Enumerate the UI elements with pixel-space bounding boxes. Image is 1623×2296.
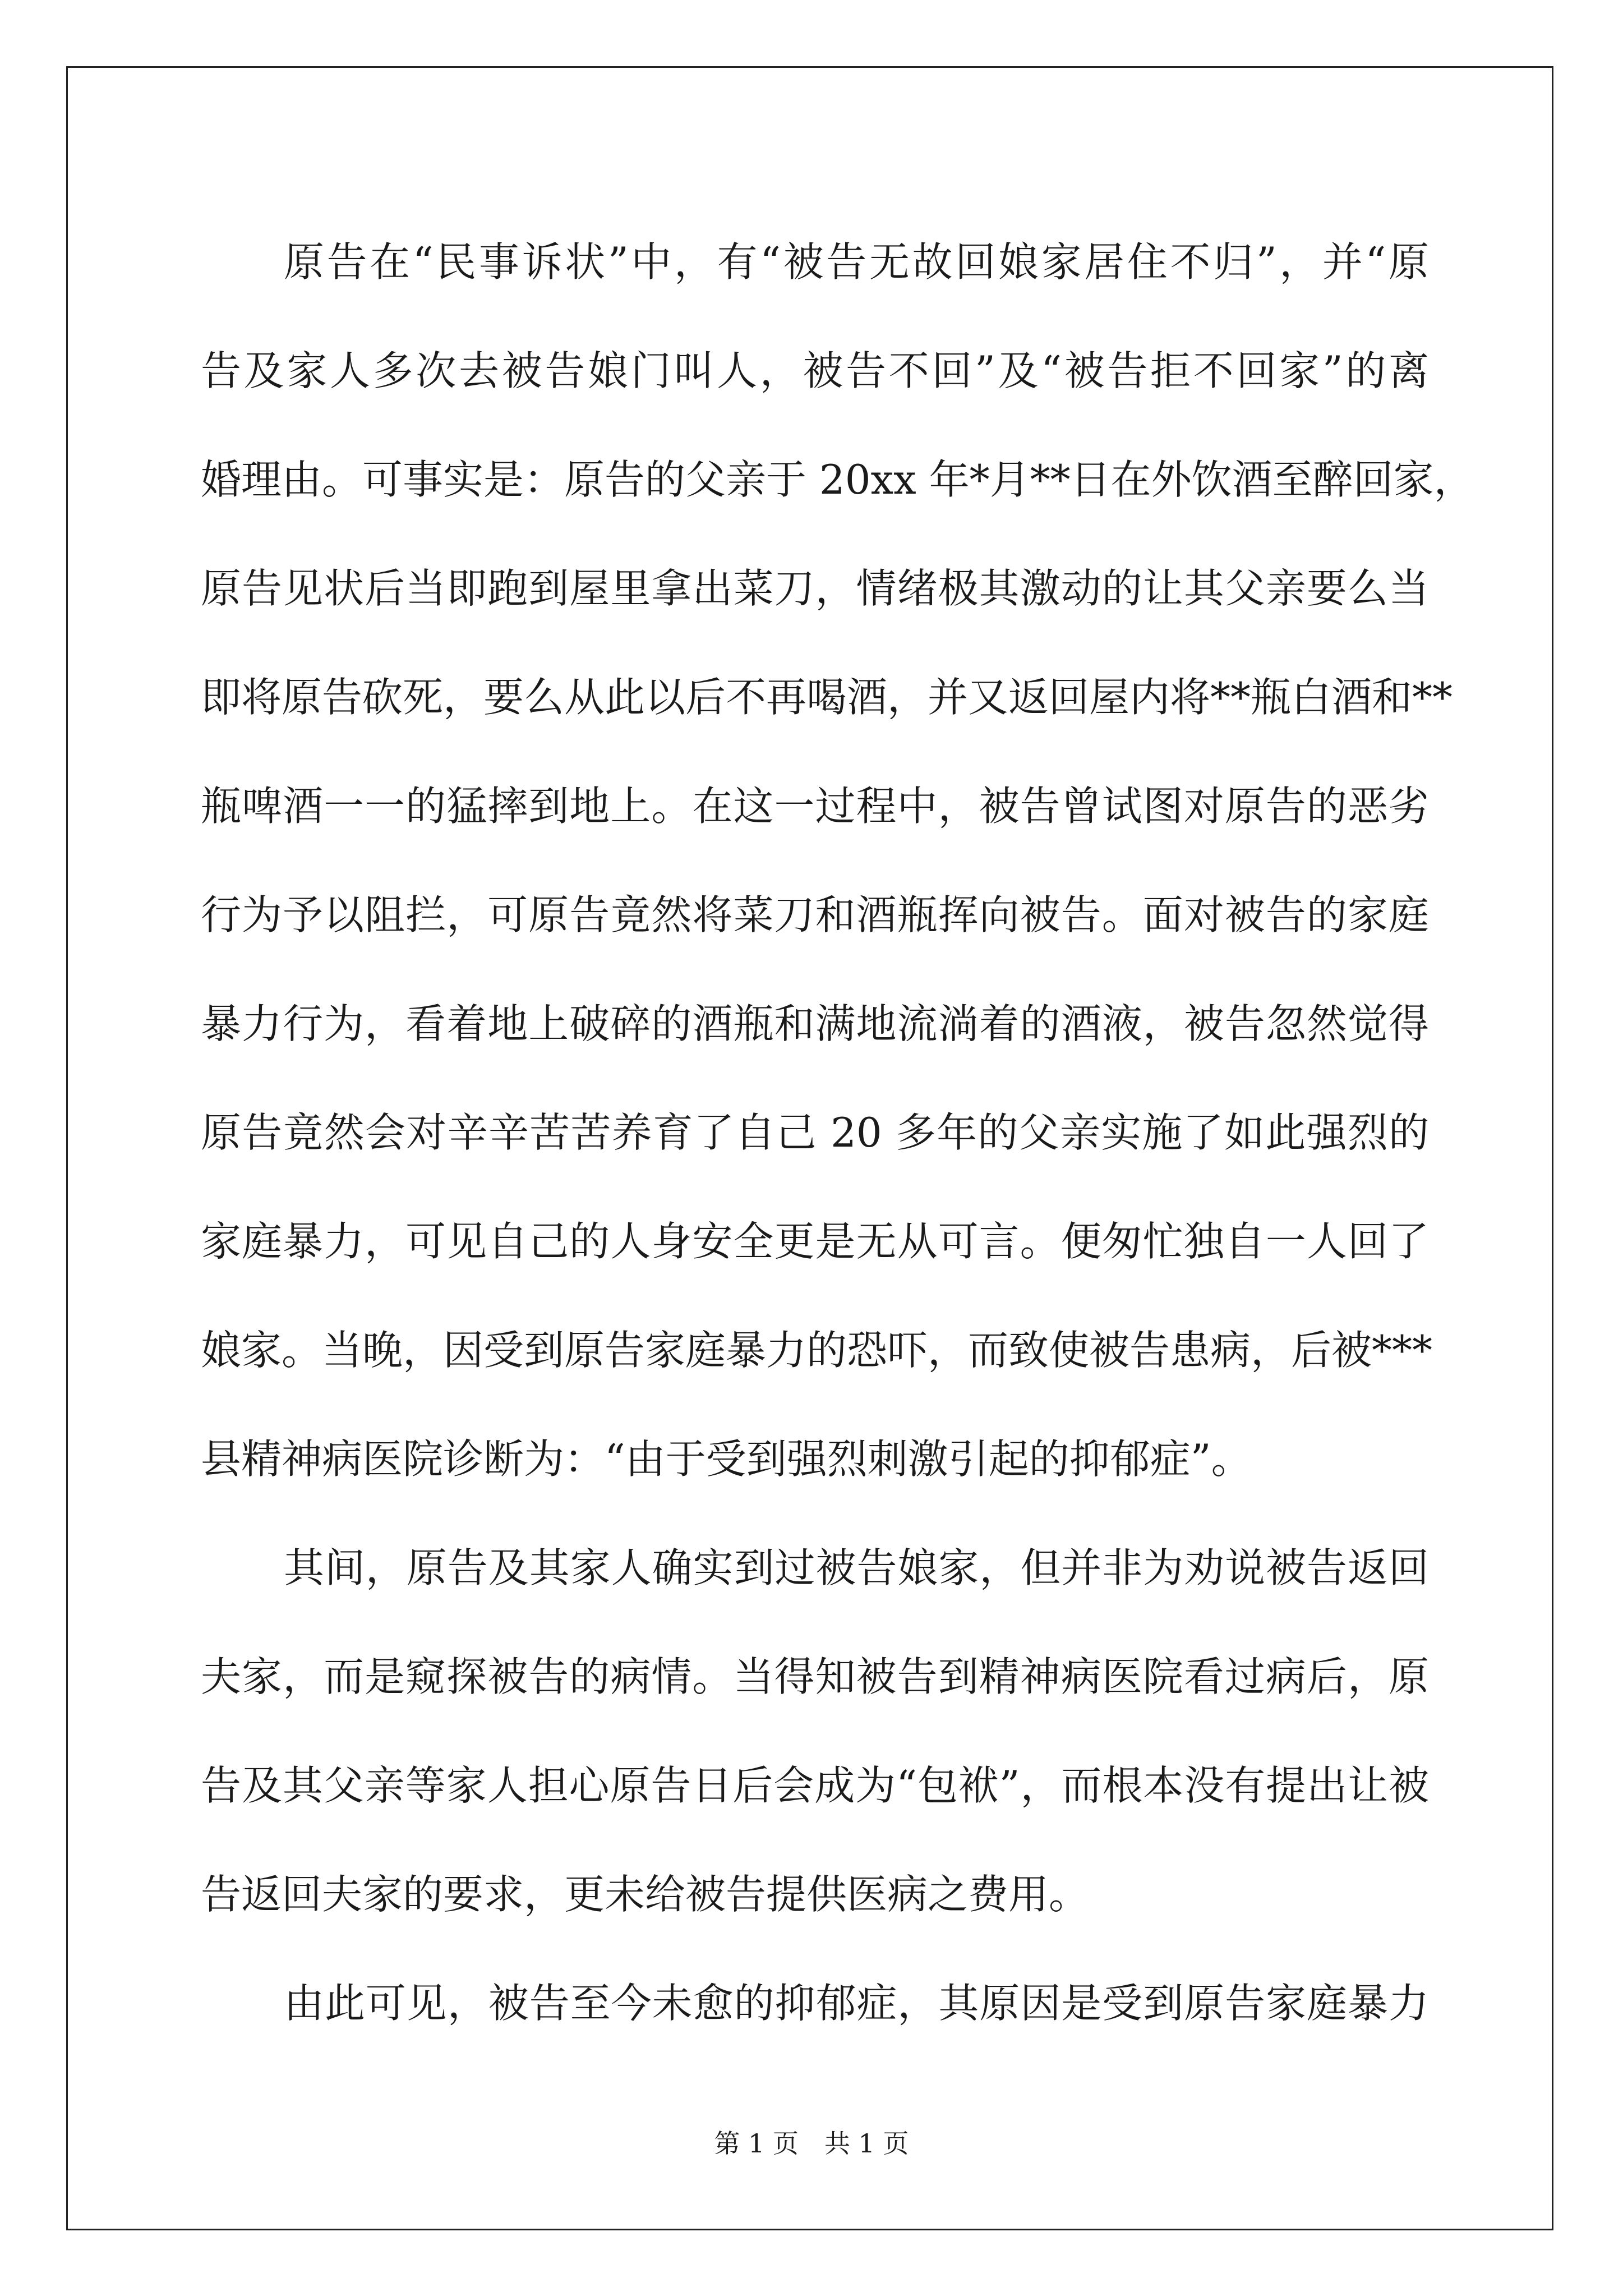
paragraph-1-line-12: 县精神病医院诊断为：“由于受到强烈刺激引起的抑郁症”。 [201, 1435, 1252, 1483]
paragraph-3-line-1: 由此可见，被告至今未愈的抑郁症，其原因是受到原告家庭暴力 [284, 1980, 1429, 2027]
paragraph-1-line-10: 家庭暴力，可见自己的人身安全更是无从可言。便匆忙独自一人回了 [201, 1218, 1429, 1265]
paragraph-1-line-6: 瓶啤酒一一的猛摔到地上。在这一过程中，被告曾试图对原告的恶劣 [201, 783, 1429, 830]
paragraph-1-line-1: 原告在“民事诉状”中，有“被告无故回娘家居住不归”，并“原 [284, 238, 1429, 286]
document-body [201, 208, 1474, 2058]
paragraph-1-line-2: 告及家人多次去被告娘门叫人，被告不回”及“被告拒不回家”的离 [201, 347, 1429, 394]
paragraph-1-line-3: 婚理由。可事实是：原告的父亲于 20xx 年*月**日在外饮酒至醉回家， [201, 456, 1474, 503]
paragraph-1-line-4: 原告见状后当即跑到屋里拿出菜刀，情绪极其激动的让其父亲要么当 [201, 565, 1429, 612]
paragraph-2-line-4: 告返回夫家的要求，更未给被告提供医病之费用。 [201, 1871, 1090, 1918]
paragraph-1-line-5: 即将原告砍死，要么从此以后不再喝酒，并又返回屋内将**瓶白酒和** [201, 674, 1453, 721]
paragraph-2-line-3: 告及其父亲等家人担心原告日后会成为“包袱”，而根本没有提出让被 [201, 1762, 1429, 1809]
paragraph-2-line-2: 夫家，而是窥探被告的病情。当得知被告到精神病医院看过病后，原 [201, 1653, 1429, 1700]
paragraph-1-line-7: 行为予以阻拦，可原告竟然将菜刀和酒瓶挥向被告。面对被告的家庭 [201, 891, 1429, 938]
paragraph-2-line-1: 其间，原告及其家人确实到过被告娘家，但并非为劝说被告返回 [284, 1544, 1429, 1591]
paragraph-1-line-9: 原告竟然会对辛辛苦苦养育了自己 20 多年的父亲实施了如此强烈的 [201, 1109, 1429, 1156]
paragraph-1-line-11: 娘家。当晚，因受到原告家庭暴力的恐吓，而致使被告患病，后被*** [201, 1327, 1433, 1374]
page-number-footer: 第 1 页 共 1 页 [714, 2128, 909, 2159]
paragraph-1-line-8: 暴力行为，看着地上破碎的酒瓶和满地流淌着的酒液，被告忽然觉得 [201, 1000, 1429, 1047]
